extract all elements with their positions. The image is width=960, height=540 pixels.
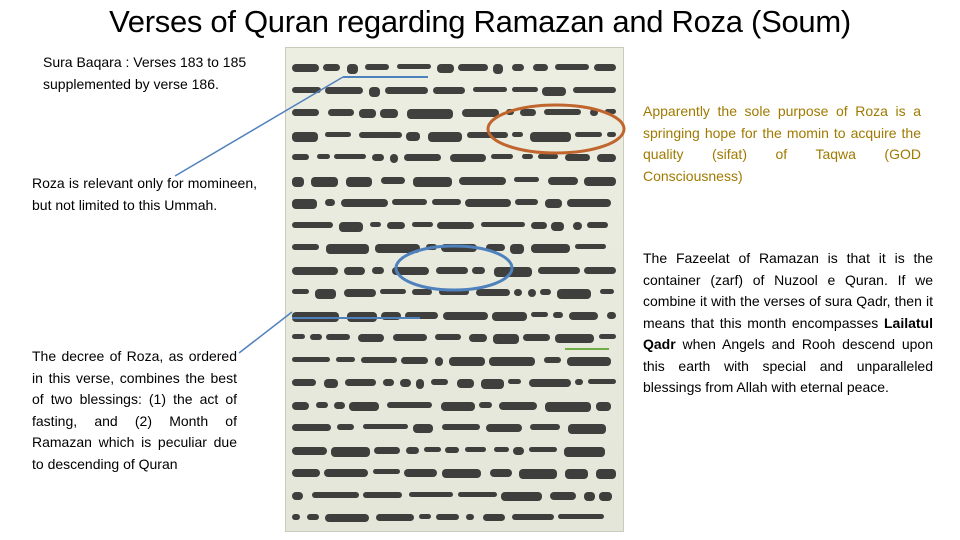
slide-title: Verses of Quran regarding Ramazan and Roza (Soum) [109, 4, 851, 39]
connector-line-decree [239, 312, 292, 353]
roza-relevance-note: Roza is relevant only for momineen, but not limited to this Ummah. [32, 175, 257, 213]
fazeelat-text-start: The Fazeelat of Ramazan is that it is the container (zarf) of Nuzool e Quran. If we combine it with the verses of sura Qadr, then it means that this month encompasses [643, 250, 933, 331]
sura-reference-note: Sura Baqara : Verses 183 to 185 supplemented by verse 186. [43, 54, 247, 92]
taqwa-purpose-note: Apparently the sole purpose of Roza is a springing hope for the momin to acquire the quality (sifat) of Taqwa (GOD Consciousness) [643, 103, 921, 184]
circle-quran-revelation [396, 246, 512, 290]
roza-decree-note: The decree of Roza, as ordered in this verse, combines the best of two blessings: (1) the act of fasting, and (2) Month of Ramazan which is peculiar due to descending of Quran [32, 348, 237, 472]
lailatul-qadr-highlight: Lailatul Qadr [643, 314, 933, 352]
fazeelat-text-end: when Angels and Rooh descend upon this earth with special and unparalleled blessings from Allah with eternal peace. [643, 336, 933, 395]
circle-taqwa [488, 105, 624, 153]
connector-line-sura [175, 77, 343, 176]
